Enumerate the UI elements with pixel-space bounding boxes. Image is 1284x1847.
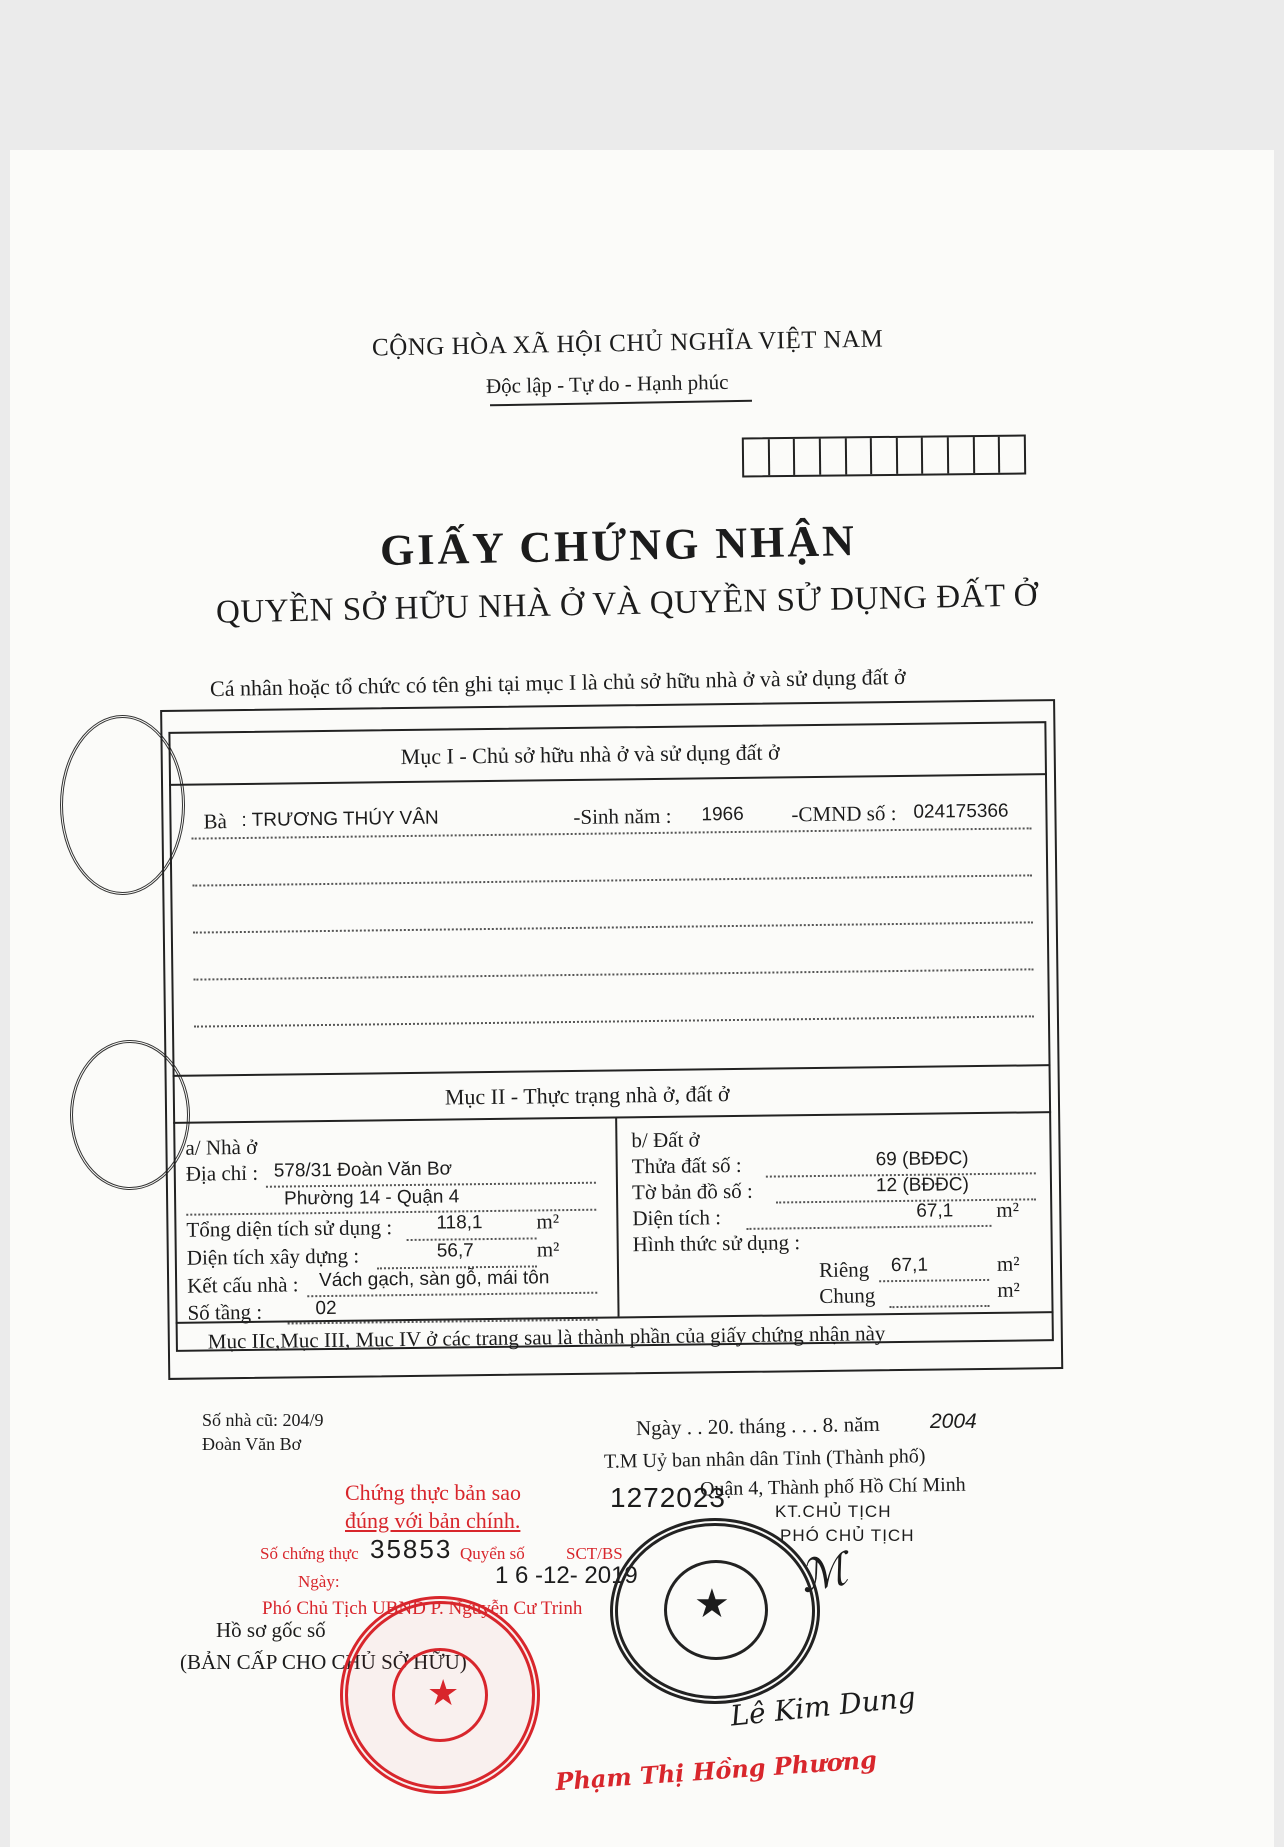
private-value: 67,1 [890,1254,929,1277]
floors-value: 02 [315,1297,337,1320]
motto: Độc lập - Tự do - Hạnh phúc [485,369,729,399]
signature-red: Phạm Thị Hồng Phương [554,1744,878,1797]
owner-label: Bà [203,809,227,834]
cert-copy-line1: Chứng thực bản sao [345,1480,521,1505]
serial-number-boxes [742,435,1026,478]
file-number-label: Hồ sơ gốc số [216,1618,326,1642]
birth-year: 1966 [701,803,744,826]
parcel-label: Thửa đất số : [631,1152,742,1179]
structure-value: Vách gạch, sàn gỗ, mái tôn [318,1267,550,1292]
issued-to: (BẢN CẤP CHO CHỦ SỞ HỮU) [180,1650,467,1674]
country-header: CỘNG HÒA XÃ HỘI CHỦ NGHĨA VIỆT NAM [371,325,884,362]
signature-black: Lê Kim Dung [728,1680,918,1733]
address-label: Địa chỉ : [185,1160,259,1186]
book-label: Quyển số [460,1544,525,1563]
committee-line1: T.M Uỷ ban nhân dân Tỉnh (Thành phố) [603,1445,926,1473]
scribble-signature: ℳ [795,1543,852,1604]
unit-m2: m² [536,1237,560,1262]
land-area-label: Diện tích : [632,1205,722,1231]
certificate-title: GIẤY CHỨNG NHẬN [379,516,858,575]
certificate-form [160,689,1063,1390]
total-area-label: Tổng diện tích sử dụng : [186,1215,393,1242]
issue-year: 2004 [930,1410,977,1433]
floors-label: Số tầng : [187,1299,263,1325]
build-area-label: Diện tích xây dựng : [186,1243,360,1270]
cert-date: 1 6 -12- 2019 [495,1562,638,1589]
issue-date: Ngày . . 20. tháng . . . 8. năm [635,1411,880,1441]
section1-title: Mục I - Chủ sở hữu nhà ở và sử dụng đất ở [400,739,780,770]
registration-number: 1272023 [610,1482,727,1513]
structure-label: Kết cấu nhà : [187,1272,299,1298]
unit-m2: m² [997,1277,1021,1302]
committee-line2: Quận 4, Thành phố Hồ Chí Minh [699,1473,966,1501]
house-heading: a/ Nhà ở [185,1134,258,1160]
book-suffix: SCT/BS [566,1544,623,1563]
address-line2: Phường 14 - Quận 4 [283,1186,460,1210]
vice-chairman: PHÓ CHỦ TỊCH [780,1526,915,1545]
unit-m2: m² [536,1209,560,1234]
intro-sentence: Cá nhân hoặc tổ chức có tên ghi tại mục I là chủ sở hữu nhà ở và sử dụng đất ở [209,663,906,702]
kt-chairman: KT.CHỦ TỊCH [775,1502,892,1521]
old-house-number: Số nhà cũ: 204/9 [202,1410,324,1430]
map-value: 12 (BĐĐC) [875,1174,970,1197]
cert-number: 35853 [370,1534,453,1564]
cert-date-label: Ngày: [298,1572,340,1591]
use-form-label: Hình thức sử dụng : [632,1230,801,1257]
unit-m2: m² [996,1251,1020,1276]
land-area-value: 67,1 [916,1200,954,1222]
section2-title: Mục II - Thực trạng nhà ở, đất ở [444,1081,730,1110]
parcel-value: 69 (BĐĐC) [875,1148,969,1171]
private-label: Riêng [818,1257,870,1282]
common-label: Chung [819,1283,876,1308]
unit-m2: m² [996,1197,1020,1222]
owner-name: : TRƯƠNG THÚY VÂN [241,807,439,832]
map-label: Tờ bản đồ số : [631,1178,753,1205]
land-heading: b/ Đất ở [631,1127,700,1153]
old-street: Đoàn Văn Bơ [202,1434,302,1454]
star-icon: ★ [694,1581,730,1626]
birth-label: -Sinh năm : [573,803,672,829]
cert-copy-line2: đúng với bản chính. [345,1508,521,1533]
id-number: 024175366 [913,800,1009,823]
footer-note: Mục IIc,Mục III, Mục IV ở các trang sau là thành phần của giấy chứng nhận này [207,1321,886,1354]
build-area-value: 56,7 [436,1240,474,1262]
star-icon: ★ [427,1673,460,1713]
cert-number-label: Số chứng thực [260,1544,359,1563]
address-line1: 578/31 Đoàn Văn Bơ [273,1158,453,1182]
total-area-value: 118,1 [436,1212,483,1234]
certificate-subtitle: QUYỀN SỞ HỮU NHÀ Ở VÀ QUYỀN SỬ DỤNG ĐẤT Ở [215,577,1039,631]
id-label: -CMND số : [791,801,897,827]
vice-chair-name: Phó Chủ Tịch UBND P. Nguyễn Cư Trinh [262,1598,583,1619]
